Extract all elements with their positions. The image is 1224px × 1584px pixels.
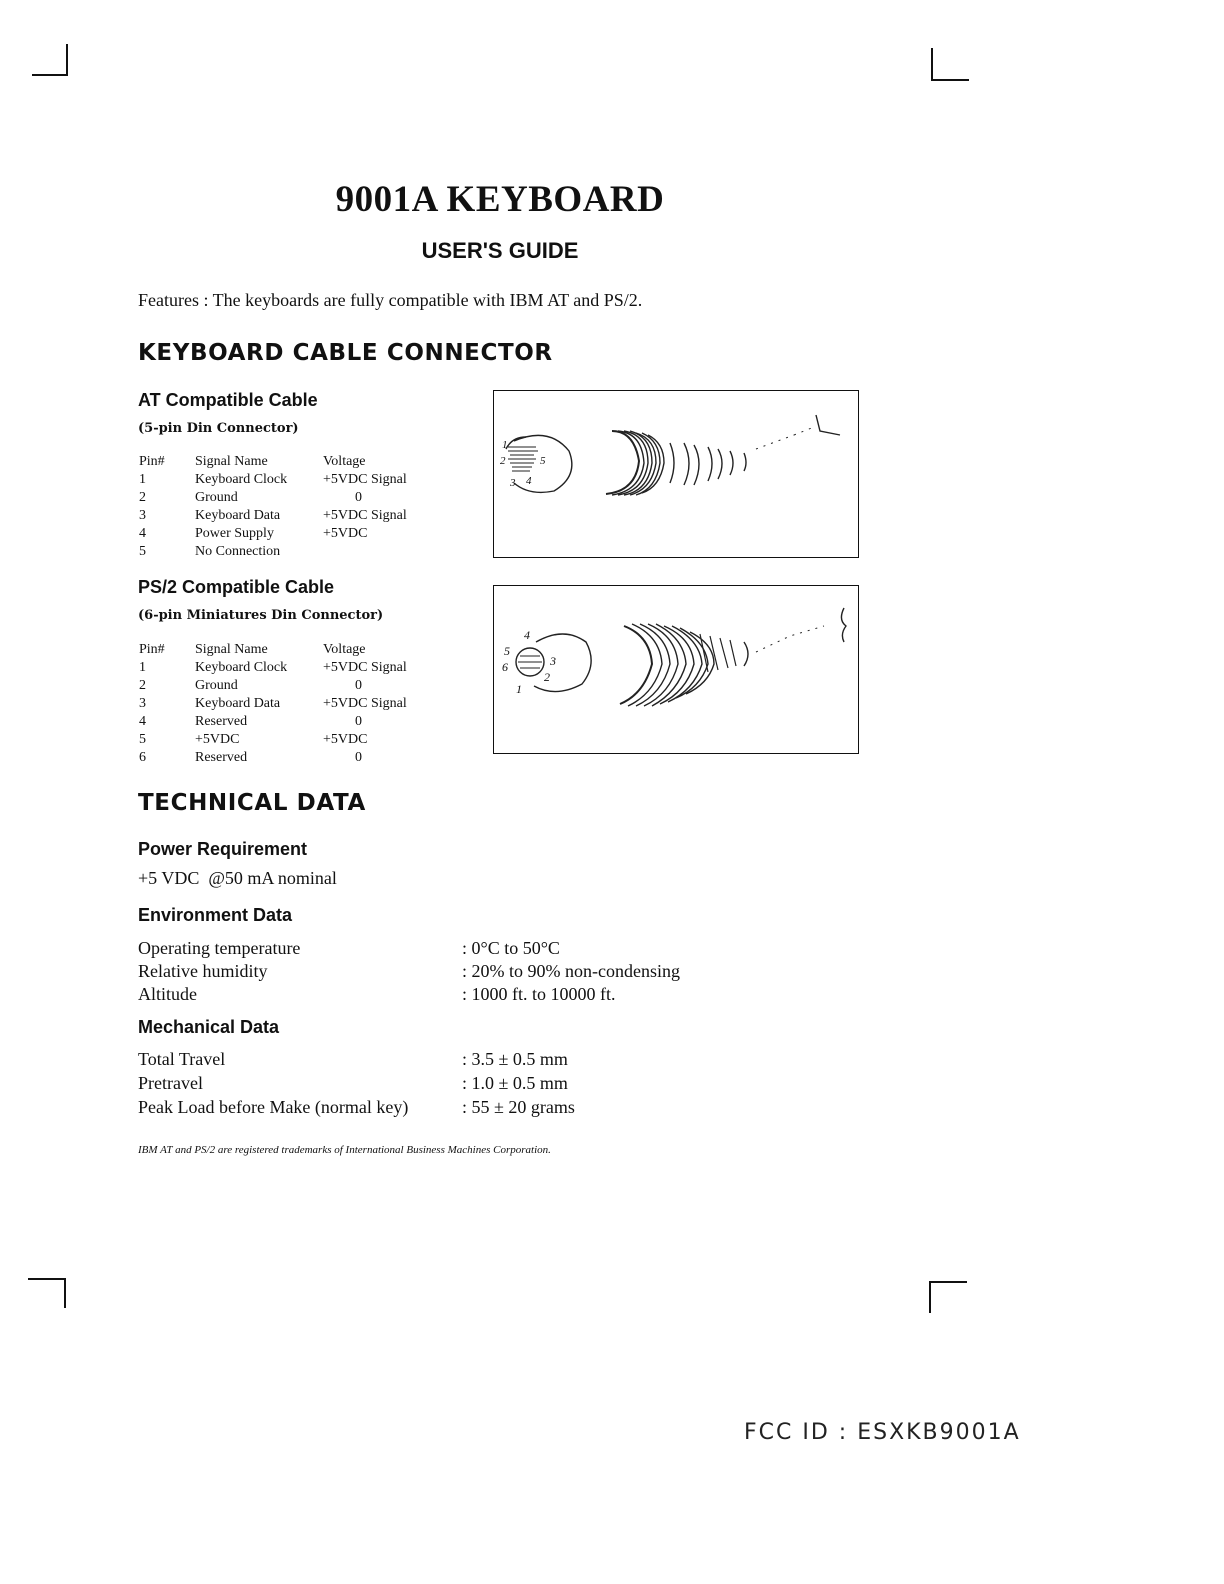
- voltage: 0: [355, 490, 362, 505]
- pin-number: 3: [139, 696, 146, 711]
- spec-label: Pretravel: [138, 1073, 203, 1093]
- pin-number: 2: [139, 490, 146, 505]
- crop-mark-top-left-h: [32, 74, 67, 76]
- pin-number: 5: [139, 544, 146, 559]
- signal-name: Power Supply: [195, 526, 274, 541]
- signal-name: Reserved: [195, 750, 248, 765]
- power-requirement-text: +5 VDC @50 mA nominal: [138, 868, 337, 888]
- ps2-pin-label: 1: [516, 682, 522, 696]
- table-header-row: [139, 641, 475, 659]
- table-row: [138, 937, 680, 960]
- ps2-pin-label: 4: [524, 628, 530, 642]
- ps2-pin-label: 6: [502, 660, 508, 674]
- pin-number: 4: [139, 526, 146, 541]
- at-connector-diagram: [493, 390, 859, 558]
- voltage: +5VDC Signal: [323, 660, 407, 675]
- mechanical-data-table: [138, 1047, 575, 1119]
- signal-name: Ground: [195, 678, 238, 693]
- ps2-connector-type: (6-pin Miniatures Din Connector): [138, 608, 384, 623]
- ps2-pin-label: 3: [550, 654, 556, 668]
- spec-value: : 0°C to 50°C: [462, 938, 560, 958]
- crop-mark-top-right-h: [931, 79, 969, 81]
- table-row: [139, 713, 475, 731]
- table-row: [139, 543, 475, 561]
- signal-name: Ground: [195, 490, 238, 505]
- table-header-row: [139, 453, 475, 471]
- crop-mark-bottom-left-v: [64, 1278, 66, 1308]
- voltage: +5VDC Signal: [323, 472, 407, 487]
- table-row: [139, 489, 475, 507]
- at-connector-type: (5-pin Din Connector): [138, 421, 299, 436]
- at-pin-label: 2: [500, 455, 506, 467]
- header-voltage: Voltage: [323, 454, 366, 469]
- environment-data-table: [138, 937, 680, 1006]
- crop-mark-top-left-v: [66, 44, 68, 76]
- table-row: [139, 507, 475, 525]
- signal-name: No Connection: [195, 544, 281, 559]
- spec-label: Operating temperature: [138, 938, 301, 958]
- pin-number: 5: [139, 732, 146, 747]
- at-pin-label: 4: [526, 475, 532, 487]
- at-connector-drawing: [494, 391, 858, 557]
- power-requirement-title: Power Requirement: [138, 839, 308, 859]
- mechanical-data-title: Mechanical Data: [138, 1017, 280, 1037]
- crop-mark-bottom-left-h: [28, 1278, 65, 1280]
- signal-name: Reserved: [195, 714, 248, 729]
- fcc-id: FCC ID : ESXKB9001A: [744, 1420, 1021, 1445]
- voltage: +5VDC: [323, 732, 368, 747]
- pin-number: 6: [139, 750, 146, 765]
- pin-number: 4: [139, 714, 146, 729]
- table-row: [138, 1047, 575, 1071]
- voltage: 0: [355, 714, 362, 729]
- at-pin-table: [139, 453, 475, 561]
- at-pin-label: 1: [502, 439, 508, 451]
- cable-connector-heading: KEYBOARD CABLE CONNECTOR: [138, 340, 553, 366]
- table-row: [139, 731, 475, 749]
- ps2-cable-title: PS/2 Compatible Cable: [138, 577, 335, 597]
- pin-number: 3: [139, 508, 146, 523]
- voltage: +5VDC: [323, 526, 368, 541]
- pin-number: 2: [139, 678, 146, 693]
- pin-number: 1: [139, 660, 146, 675]
- ps2-connector-diagram: [493, 585, 859, 754]
- signal-name: Keyboard Clock: [195, 660, 288, 675]
- technical-data-heading: TECHNICAL DATA: [138, 790, 366, 816]
- signal-name: Keyboard Data: [195, 508, 281, 523]
- header-signal: Signal Name: [195, 642, 268, 657]
- table-row: [139, 749, 475, 767]
- signal-name: Keyboard Data: [195, 696, 281, 711]
- spec-label: Total Travel: [138, 1049, 226, 1069]
- ps2-pin-label: 5: [504, 644, 510, 658]
- ps2-pin-label: 2: [544, 670, 550, 684]
- document-subtitle: USER'S GUIDE: [421, 238, 579, 263]
- header-pin: Pin#: [139, 642, 165, 657]
- at-cable-title: AT Compatible Cable: [138, 390, 318, 410]
- spec-label: Peak Load before Make (normal key): [138, 1097, 409, 1117]
- header-pin: Pin#: [139, 454, 165, 469]
- voltage: [323, 543, 475, 561]
- signal-name: Keyboard Clock: [195, 472, 288, 487]
- at-pin-label: 3: [510, 477, 516, 489]
- spec-value: : 3.5 ± 0.5 mm: [462, 1049, 568, 1069]
- voltage: 0: [355, 750, 362, 765]
- header-voltage: Voltage: [323, 642, 366, 657]
- crop-mark-bottom-right-h: [929, 1281, 967, 1283]
- at-pin-label: 5: [540, 455, 546, 467]
- table-row: [138, 1071, 575, 1095]
- ps2-pin-table: [139, 641, 475, 767]
- trademark-footnote: IBM AT and PS/2 are registered trademarks of International Business Machines Corporation.: [138, 1144, 551, 1156]
- table-row: [138, 960, 680, 983]
- voltage: 0: [355, 678, 362, 693]
- table-row: [139, 659, 475, 677]
- spec-value: : 55 ± 20 grams: [462, 1097, 575, 1117]
- table-row: [138, 1095, 575, 1119]
- table-row: [138, 983, 680, 1006]
- signal-name: +5VDC: [195, 732, 240, 747]
- spec-value: : 1.0 ± 0.5 mm: [462, 1073, 568, 1093]
- pin-number: 1: [139, 472, 146, 487]
- voltage: +5VDC Signal: [323, 696, 407, 711]
- spec-value: : 20% to 90% non-condensing: [462, 961, 680, 981]
- table-row: [139, 677, 475, 695]
- header-signal: Signal Name: [195, 454, 268, 469]
- table-row: [139, 695, 475, 713]
- table-row: [139, 471, 475, 489]
- features-text: Features : The keyboards are fully compatible with IBM AT and PS/2.: [138, 290, 643, 310]
- spec-label: Altitude: [138, 984, 197, 1004]
- voltage: +5VDC Signal: [323, 508, 407, 523]
- spec-value: : 1000 ft. to 10000 ft.: [462, 984, 616, 1004]
- document-title: 9001A KEYBOARD: [335, 179, 665, 220]
- environment-data-title: Environment Data: [138, 905, 293, 925]
- crop-mark-bottom-right-v: [929, 1281, 931, 1313]
- spec-label: Relative humidity: [138, 961, 268, 981]
- crop-mark-top-right-v: [931, 48, 933, 80]
- table-row: [139, 525, 475, 543]
